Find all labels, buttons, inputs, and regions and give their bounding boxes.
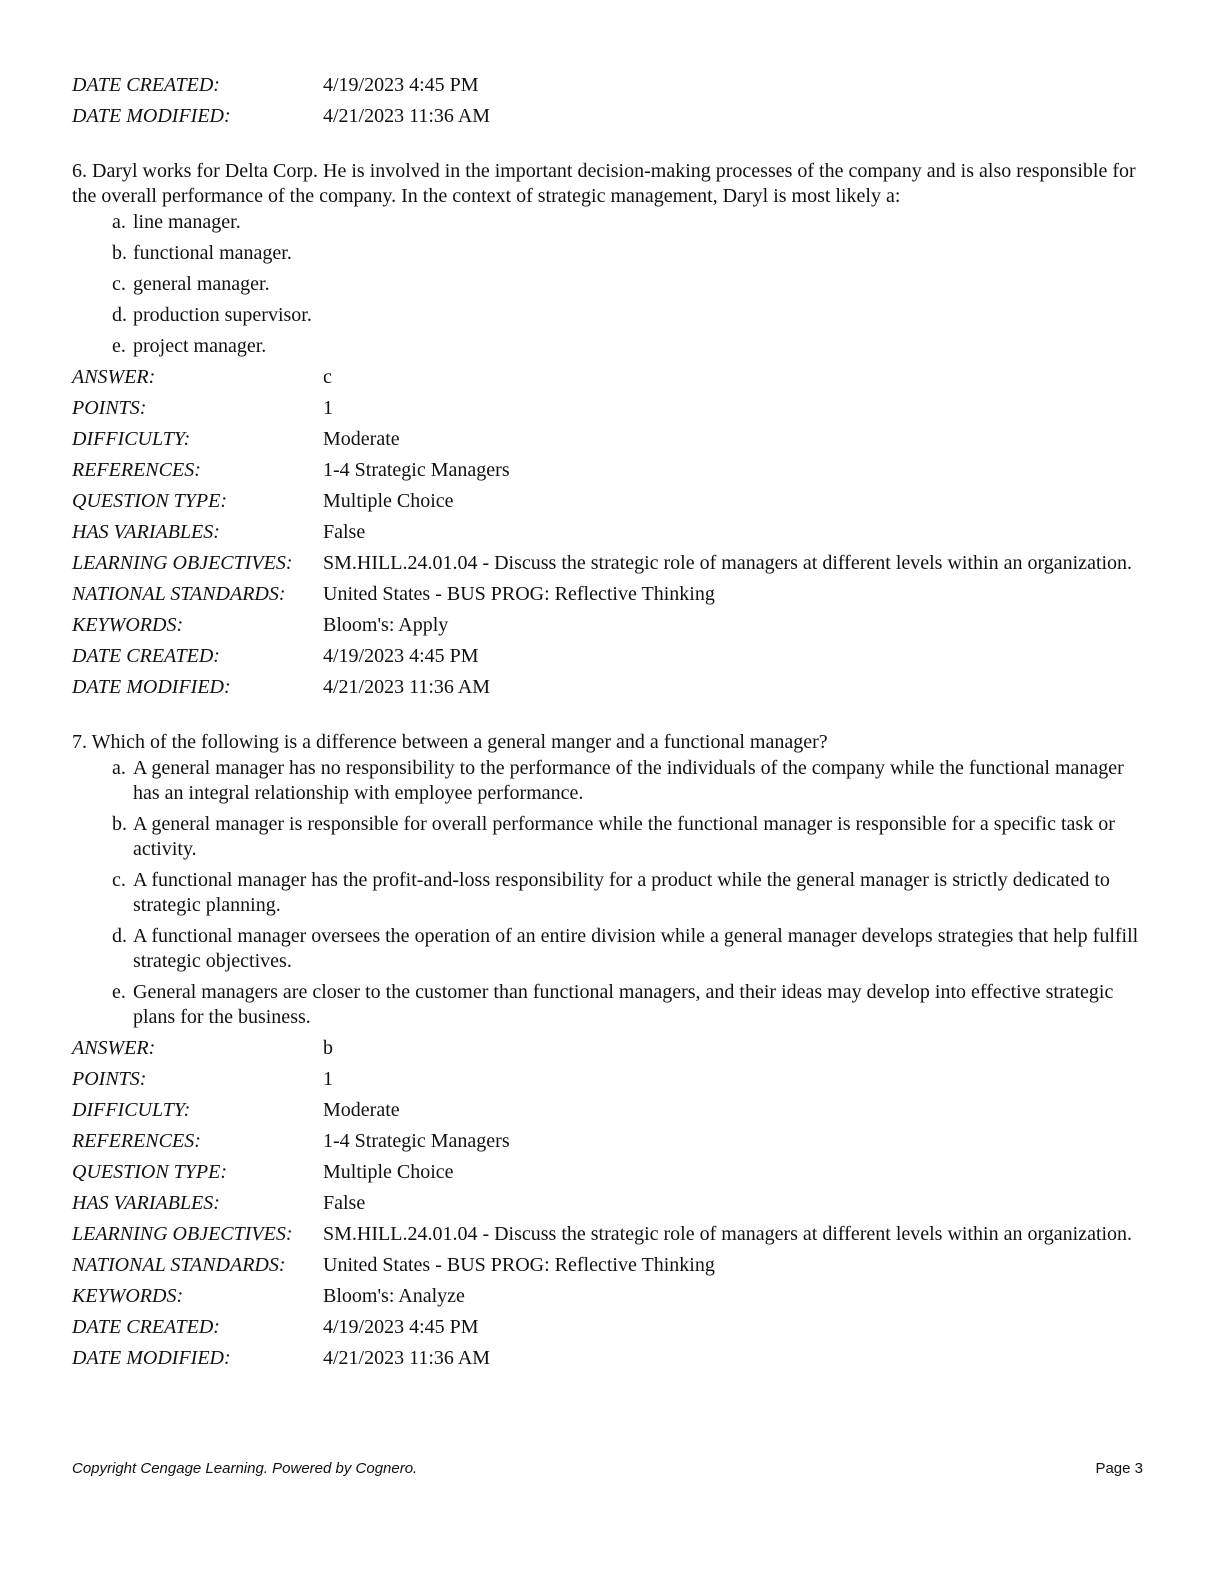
option-letter: a. bbox=[112, 757, 126, 779]
option-text: General managers are closer to the customer than functional managers, and their ideas may develop into effective strategic plans for the business. bbox=[133, 981, 1114, 1028]
option-text: project manager. bbox=[133, 335, 267, 357]
meta-value: 1 bbox=[323, 397, 333, 419]
meta-row-learning-objectives bbox=[72, 551, 1152, 576]
option-text: general manager. bbox=[133, 273, 270, 295]
options-list bbox=[72, 756, 1152, 1030]
meta-label: QUESTION TYPE: bbox=[72, 1161, 228, 1183]
meta-value: SM.HILL.24.01.04 - Discuss the strategic role of managers at different levels within an organization. bbox=[323, 552, 1133, 574]
option-b bbox=[112, 241, 1152, 266]
meta-label: REFERENCES: bbox=[72, 459, 201, 481]
page-footer bbox=[72, 1460, 1143, 1477]
option-a bbox=[112, 756, 1152, 806]
option-text: A functional manager has the profit-and-loss responsibility for a product while the general manager is strictly dedicated to strategic planning. bbox=[133, 869, 1110, 916]
option-text: A general manager is responsible for overall performance while the functional manager is responsible for a specific task or activity. bbox=[133, 813, 1115, 860]
document-page bbox=[72, 73, 1152, 1377]
meta-label: DATE CREATED: bbox=[72, 74, 220, 96]
meta-label: ANSWER: bbox=[72, 1037, 156, 1059]
question-7 bbox=[72, 730, 1152, 1371]
meta-label: KEYWORDS: bbox=[72, 614, 184, 636]
options-list bbox=[72, 210, 1152, 359]
meta-value: Moderate bbox=[323, 1099, 400, 1121]
option-d bbox=[112, 303, 1152, 328]
meta-row-references bbox=[72, 458, 1152, 483]
option-letter: d. bbox=[112, 304, 127, 326]
meta-value: 4/19/2023 4:45 PM bbox=[323, 1316, 479, 1338]
option-c bbox=[112, 868, 1152, 918]
meta-row-question-type bbox=[72, 489, 1152, 514]
meta-value: 1 bbox=[323, 1068, 333, 1090]
meta-row-national-standards bbox=[72, 582, 1152, 607]
meta-value: c bbox=[323, 366, 332, 388]
meta-value: Bloom's: Analyze bbox=[323, 1285, 465, 1307]
meta-row-question-type bbox=[72, 1160, 1152, 1185]
option-text: A functional manager oversees the operation of an entire division while a general manager develops strategies that help fulfill strategic objectives. bbox=[133, 925, 1139, 972]
meta-value: Bloom's: Apply bbox=[323, 614, 449, 636]
meta-value: Multiple Choice bbox=[323, 1161, 454, 1183]
meta-label: POINTS: bbox=[72, 397, 147, 419]
meta-label: DATE MODIFIED: bbox=[72, 676, 231, 698]
meta-row-date-modified bbox=[72, 675, 1152, 700]
meta-row-keywords bbox=[72, 613, 1152, 638]
option-text: A general manager has no responsibility to the performance of the individuals of the company while the functional manager has an integral relationship with employee performance. bbox=[133, 757, 1124, 804]
meta-row-answer bbox=[72, 365, 1152, 390]
question-6 bbox=[72, 159, 1152, 700]
meta-row-references bbox=[72, 1129, 1152, 1154]
meta-label: DATE CREATED: bbox=[72, 1316, 220, 1338]
meta-label: HAS VARIABLES: bbox=[72, 1192, 220, 1214]
meta-row-date-created bbox=[72, 644, 1152, 669]
meta-row-points bbox=[72, 1067, 1152, 1092]
meta-value: Multiple Choice bbox=[323, 490, 454, 512]
meta-label: NATIONAL STANDARDS: bbox=[72, 1254, 286, 1276]
meta-row-answer bbox=[72, 1036, 1152, 1061]
meta-row-keywords bbox=[72, 1284, 1152, 1309]
option-letter: e. bbox=[112, 981, 126, 1003]
meta-label: DIFFICULTY: bbox=[72, 428, 191, 450]
meta-row-difficulty bbox=[72, 427, 1152, 452]
meta-row-date-created bbox=[72, 73, 1152, 98]
meta-label: DATE MODIFIED: bbox=[72, 105, 231, 127]
option-c bbox=[112, 272, 1152, 297]
option-d bbox=[112, 924, 1152, 974]
meta-value: 4/19/2023 4:45 PM bbox=[323, 645, 479, 667]
meta-value: 4/21/2023 11:36 AM bbox=[323, 1347, 491, 1369]
meta-row-date-modified bbox=[72, 1346, 1152, 1371]
meta-label: REFERENCES: bbox=[72, 1130, 201, 1152]
option-e bbox=[112, 334, 1152, 359]
option-e bbox=[112, 980, 1152, 1030]
meta-row-date-created bbox=[72, 1315, 1152, 1340]
meta-value: 4/21/2023 11:36 AM bbox=[323, 676, 491, 698]
option-letter: b. bbox=[112, 813, 127, 835]
option-letter: d. bbox=[112, 925, 127, 947]
meta-label: DATE MODIFIED: bbox=[72, 1347, 231, 1369]
page-number: Page 3 bbox=[1095, 1460, 1143, 1477]
meta-label: HAS VARIABLES: bbox=[72, 521, 220, 543]
meta-value: 1-4 Strategic Managers bbox=[323, 459, 510, 481]
option-letter: c. bbox=[112, 273, 126, 295]
meta-value: 4/19/2023 4:45 PM bbox=[323, 74, 479, 96]
meta-value: b bbox=[323, 1037, 333, 1059]
meta-value: 4/21/2023 11:36 AM bbox=[323, 105, 491, 127]
meta-label: QUESTION TYPE: bbox=[72, 490, 228, 512]
question-text: 7. Which of the following is a difference between a general manger and a functional manager? bbox=[72, 731, 828, 753]
meta-value: SM.HILL.24.01.04 - Discuss the strategic role of managers at different levels within an organization. bbox=[323, 1223, 1133, 1245]
meta-label: ANSWER: bbox=[72, 366, 156, 388]
meta-label: KEYWORDS: bbox=[72, 1285, 184, 1307]
meta-value: 1-4 Strategic Managers bbox=[323, 1130, 510, 1152]
meta-label: POINTS: bbox=[72, 1068, 147, 1090]
meta-row-date-modified bbox=[72, 104, 1152, 129]
meta-value: United States - BUS PROG: Reflective Thinking bbox=[323, 583, 715, 605]
option-text: functional manager. bbox=[133, 242, 292, 264]
spacer bbox=[72, 135, 1152, 159]
meta-value: False bbox=[323, 1192, 366, 1214]
option-letter: c. bbox=[112, 869, 126, 891]
meta-label: NATIONAL STANDARDS: bbox=[72, 583, 286, 605]
meta-row-learning-objectives bbox=[72, 1222, 1152, 1247]
option-letter: e. bbox=[112, 335, 126, 357]
meta-row-points bbox=[72, 396, 1152, 421]
meta-row-has-variables bbox=[72, 1191, 1152, 1216]
meta-row-national-standards bbox=[72, 1253, 1152, 1278]
option-b bbox=[112, 812, 1152, 862]
meta-row-has-variables bbox=[72, 520, 1152, 545]
meta-value: False bbox=[323, 521, 366, 543]
option-text: line manager. bbox=[133, 211, 241, 233]
spacer bbox=[72, 706, 1152, 730]
meta-value: United States - BUS PROG: Reflective Thinking bbox=[323, 1254, 715, 1276]
question-text: 6. Daryl works for Delta Corp. He is involved in the important decision-making processes of the company and is also responsible for the overall performance of the company. In the context of strategic management, Daryl is most likely a: bbox=[72, 160, 1136, 207]
meta-row-difficulty bbox=[72, 1098, 1152, 1123]
meta-label: DATE CREATED: bbox=[72, 645, 220, 667]
option-letter: a. bbox=[112, 211, 126, 233]
option-a bbox=[112, 210, 1152, 235]
meta-label: LEARNING OBJECTIVES: bbox=[72, 1223, 293, 1245]
copyright-text: Copyright Cengage Learning. Powered by Cognero. bbox=[72, 1460, 418, 1477]
meta-label: DIFFICULTY: bbox=[72, 1099, 191, 1121]
meta-value: Moderate bbox=[323, 428, 400, 450]
option-letter: b. bbox=[112, 242, 127, 264]
meta-label: LEARNING OBJECTIVES: bbox=[72, 552, 293, 574]
option-text: production supervisor. bbox=[133, 304, 312, 326]
